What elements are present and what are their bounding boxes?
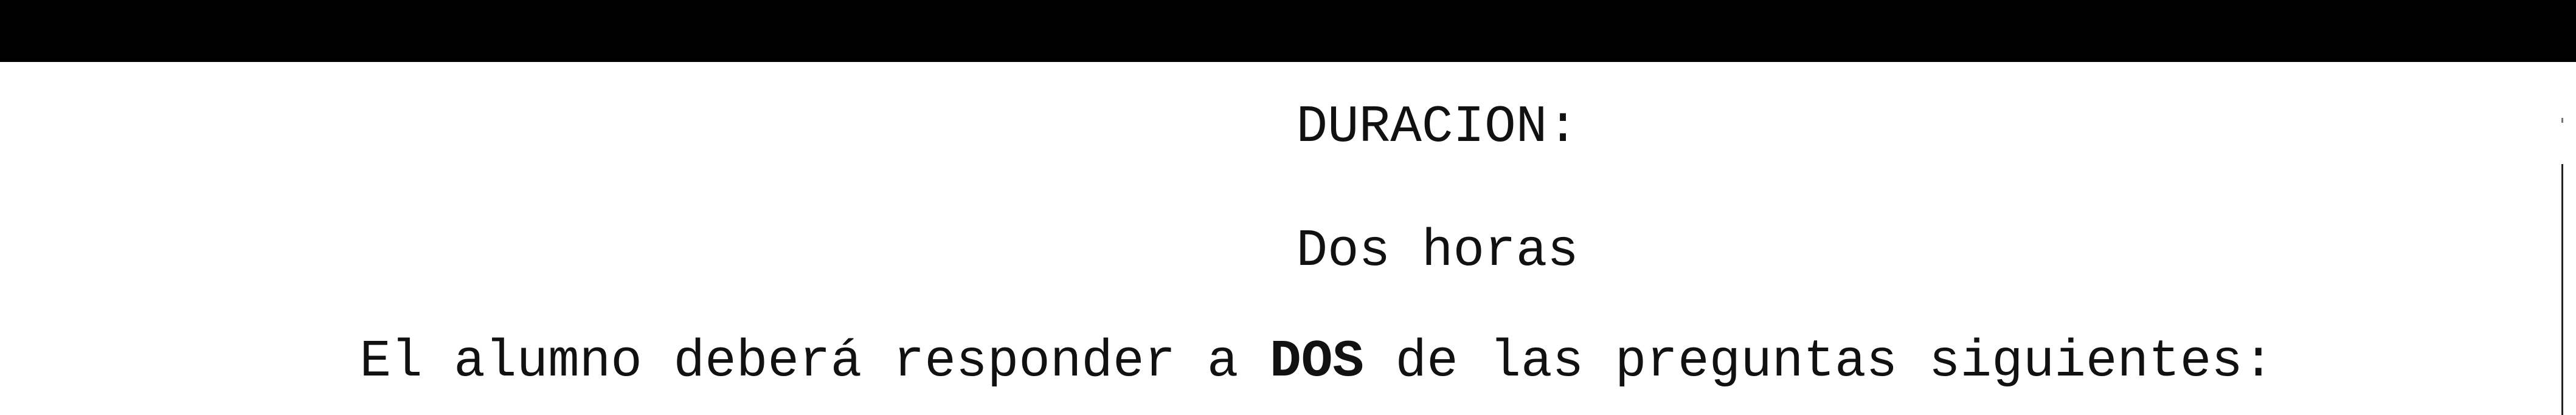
- instructions-prefix: El alumno deberá responder a: [359, 332, 1270, 391]
- duration-line: [1171, 34, 1579, 281]
- duration-spacer: [1296, 159, 1328, 219]
- instructions-suffix: de las preguntas siguientes:: [1363, 332, 2274, 391]
- right-margin-line: [2561, 164, 2563, 415]
- duration-value: Dos horas: [1296, 221, 1579, 281]
- duration-label: DURACION:: [1296, 97, 1579, 157]
- instructions-emphasis: DOS: [1270, 332, 1364, 391]
- right-margin-mark: [2561, 118, 2563, 123]
- exam-instructions: [234, 261, 2274, 415]
